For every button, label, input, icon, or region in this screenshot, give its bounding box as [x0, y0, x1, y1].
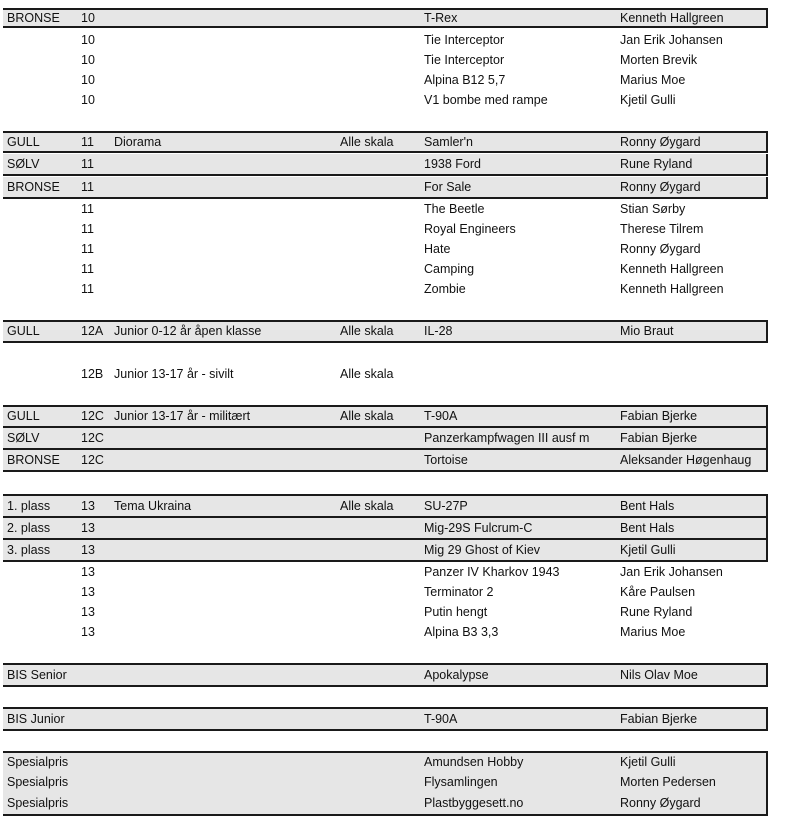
builder-name-cell: Mio Braut	[620, 324, 674, 338]
builder-name-cell: Kjetil Gulli	[620, 543, 676, 557]
table-row	[3, 131, 768, 153]
model-cell: T-90A	[424, 712, 458, 726]
table-row	[3, 219, 768, 239]
table-row	[3, 707, 768, 731]
table-row	[3, 518, 768, 540]
builder-name-cell: Ronny Øygard	[620, 135, 701, 149]
model-cell: Alpina B3 3,3	[424, 625, 499, 639]
table-row	[3, 50, 768, 70]
builder-name-cell: Ronny Øygard	[620, 796, 701, 810]
model-cell: IL-28	[424, 324, 453, 338]
table-row	[3, 8, 768, 28]
model-cell: Apokalypse	[424, 668, 489, 682]
class-cell: 11	[81, 282, 94, 296]
builder-name-cell: Fabian Bjerke	[620, 431, 698, 445]
table-row	[3, 199, 768, 219]
builder-name-cell: Ronny Øygard	[620, 242, 701, 256]
model-cell: Flysamlingen	[424, 775, 498, 789]
scale-cell: Alle skala	[340, 324, 394, 338]
table-row	[3, 259, 768, 279]
table-row	[3, 751, 768, 772]
award-cell: 3. plass	[7, 543, 51, 557]
award-cell: SØLV	[7, 431, 40, 445]
class-description-cell: Tema Ukraina	[114, 499, 192, 513]
class-cell: 13	[81, 625, 95, 639]
award-cell: BRONSE	[7, 453, 60, 467]
table-row	[3, 364, 768, 384]
table-row	[3, 428, 768, 450]
model-cell: Tie Interceptor	[424, 33, 505, 47]
award-cell: BRONSE	[7, 11, 60, 25]
model-cell: Plastbyggesett.no	[424, 796, 524, 810]
table-row	[3, 70, 768, 90]
class-description-cell: Diorama	[114, 135, 162, 149]
model-cell: Tortoise	[424, 453, 468, 467]
model-cell: Camping	[424, 262, 475, 276]
table-row	[3, 494, 768, 518]
model-cell: Alpina B12 5,7	[424, 73, 506, 87]
award-cell: GULL	[7, 324, 40, 338]
model-cell: Samler'n	[424, 135, 473, 149]
scale-cell: Alle skala	[340, 135, 394, 149]
model-cell: Royal Engineers	[424, 222, 516, 236]
award-cell: BIS Senior	[7, 668, 67, 682]
builder-name-cell: Therese Tilrem	[620, 222, 704, 236]
class-cell: 11	[81, 157, 94, 171]
scale-cell: Alle skala	[340, 409, 394, 423]
model-cell: 1938 Ford	[424, 157, 481, 171]
class-cell: 13	[81, 499, 95, 513]
class-cell: 13	[81, 565, 95, 579]
builder-name-cell: Kjetil Gulli	[620, 93, 676, 107]
table-row	[3, 582, 768, 602]
model-cell: V1 bombe med rampe	[424, 93, 548, 107]
class-cell: 11	[81, 135, 94, 149]
class-cell: 10	[81, 33, 95, 47]
builder-name-cell: Bent Hals	[620, 499, 675, 513]
model-cell: Panzer IV Kharkov 1943	[424, 565, 560, 579]
model-cell: Hate	[424, 242, 451, 256]
table-row	[3, 154, 768, 176]
model-cell: T-90A	[424, 409, 458, 423]
table-row	[3, 772, 768, 793]
builder-name-cell: Fabian Bjerke	[620, 409, 698, 423]
model-cell: Tie Interceptor	[424, 53, 505, 67]
class-cell: 12C	[81, 431, 104, 445]
builder-name-cell: Jan Erik Johansen	[620, 33, 723, 47]
class-description-cell: Junior 13-17 år - sivilt	[114, 367, 234, 381]
table-row	[3, 562, 768, 582]
table-row	[3, 663, 768, 687]
class-cell: 10	[81, 93, 95, 107]
class-cell: 10	[81, 53, 95, 67]
table-row	[3, 540, 768, 562]
model-cell: Panzerkampfwagen III ausf m	[424, 431, 590, 445]
class-cell: 11	[81, 180, 94, 194]
builder-name-cell: Ronny Øygard	[620, 180, 701, 194]
award-cell: Spesialpris	[7, 755, 69, 769]
class-cell: 13	[81, 585, 95, 599]
class-cell: 11	[81, 222, 94, 236]
table-row	[3, 405, 768, 428]
class-cell: 10	[81, 11, 95, 25]
class-cell: 12C	[81, 409, 104, 423]
model-cell: Mig 29 Ghost of Kiev	[424, 543, 541, 557]
table-row	[3, 279, 768, 299]
class-cell: 13	[81, 543, 95, 557]
builder-name-cell: Marius Moe	[620, 625, 686, 639]
model-cell: Amundsen Hobby	[424, 755, 524, 769]
table-row	[3, 602, 768, 622]
builder-name-cell: Fabian Bjerke	[620, 712, 698, 726]
builder-name-cell: Stian Sørby	[620, 202, 686, 216]
table-row	[3, 30, 768, 50]
award-cell: Spesialpris	[7, 796, 69, 810]
class-cell: 11	[81, 262, 94, 276]
award-cell: 2. plass	[7, 521, 51, 535]
builder-name-cell: Rune Ryland	[620, 157, 693, 171]
class-cell: 13	[81, 605, 95, 619]
model-cell: The Beetle	[424, 202, 485, 216]
award-cell: BRONSE	[7, 180, 60, 194]
class-cell: 13	[81, 521, 95, 535]
builder-name-cell: Aleksander Høgenhaug	[620, 453, 752, 467]
builder-name-cell: Kenneth Hallgreen	[620, 262, 724, 276]
class-cell: 12A	[81, 324, 104, 338]
table-row	[3, 177, 768, 199]
class-cell: 12C	[81, 453, 104, 467]
table-row	[3, 622, 768, 642]
table-row	[3, 320, 768, 343]
award-cell: BIS Junior	[7, 712, 65, 726]
table-row	[3, 793, 768, 816]
table-row	[3, 90, 768, 110]
model-cell: Terminator 2	[424, 585, 494, 599]
builder-name-cell: Kenneth Hallgreen	[620, 282, 724, 296]
model-cell: SU-27P	[424, 499, 468, 513]
model-cell: T-Rex	[424, 11, 458, 25]
builder-name-cell: Jan Erik Johansen	[620, 565, 723, 579]
builder-name-cell: Rune Ryland	[620, 605, 693, 619]
model-cell: Mig-29S Fulcrum-C	[424, 521, 533, 535]
award-cell: Spesialpris	[7, 775, 69, 789]
scale-cell: Alle skala	[340, 367, 394, 381]
table-row	[3, 450, 768, 472]
builder-name-cell: Marius Moe	[620, 73, 686, 87]
model-cell: Zombie	[424, 282, 466, 296]
class-cell: 11	[81, 242, 94, 256]
builder-name-cell: Nils Olav Moe	[620, 668, 698, 682]
award-cell: GULL	[7, 135, 40, 149]
builder-name-cell: Kåre Paulsen	[620, 585, 696, 599]
award-cell: GULL	[7, 409, 40, 423]
scale-cell: Alle skala	[340, 499, 394, 513]
builder-name-cell: Morten Brevik	[620, 53, 698, 67]
builder-name-cell: Morten Pedersen	[620, 775, 716, 789]
builder-name-cell: Bent Hals	[620, 521, 675, 535]
model-cell: For Sale	[424, 180, 472, 194]
class-cell: 11	[81, 202, 94, 216]
table-row	[3, 239, 768, 259]
award-cell: SØLV	[7, 157, 40, 171]
model-cell: Putin hengt	[424, 605, 488, 619]
class-cell: 12B	[81, 367, 104, 381]
class-description-cell: Junior 0-12 år åpen klasse	[114, 324, 262, 338]
builder-name-cell: Kenneth Hallgreen	[620, 11, 724, 25]
builder-name-cell: Kjetil Gulli	[620, 755, 676, 769]
award-cell: 1. plass	[7, 499, 51, 513]
class-cell: 10	[81, 73, 95, 87]
class-description-cell: Junior 13-17 år - militært	[114, 409, 251, 423]
